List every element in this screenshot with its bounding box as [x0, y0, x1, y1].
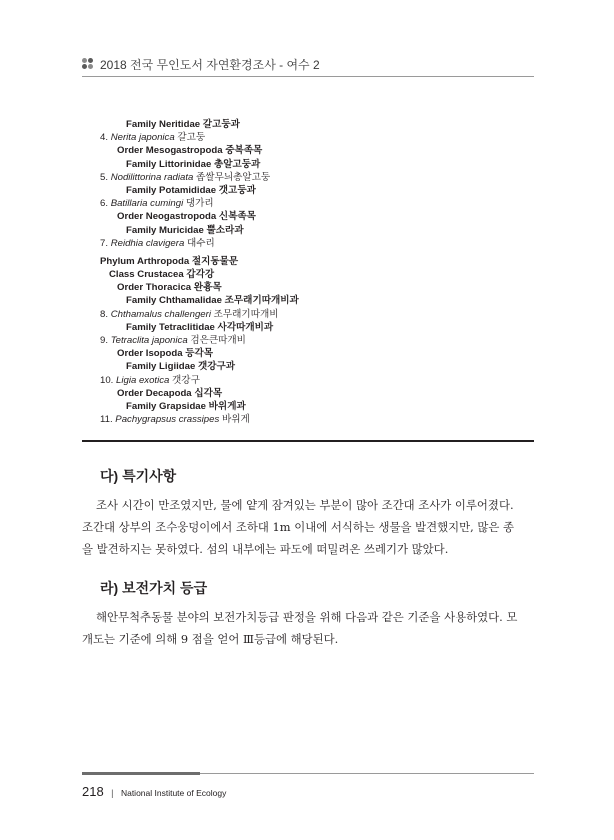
taxonomy-order-row — [100, 387, 540, 400]
species-number: 9. — [100, 335, 109, 346]
scientific-name: Ligia exotica — [116, 374, 170, 386]
korean-name: 검은큰따개비 — [190, 335, 246, 346]
scientific-name: Reidhia clavigera — [110, 237, 185, 249]
scientific-name: Nerita japonica — [110, 132, 175, 144]
korean-name: 좁쌀무늬총알고둥 — [196, 171, 271, 183]
korean-name: 사각따개비과 — [217, 321, 274, 333]
taxonomy-divider — [82, 440, 534, 442]
scientific-name: Chthamalus challengeri — [110, 308, 211, 320]
korean-name: 댕가리 — [185, 198, 214, 210]
korean-name: 갯강구과 — [197, 361, 236, 373]
korean-name: 중복족목 — [225, 145, 263, 157]
korean-name: 뿔소라과 — [206, 224, 244, 236]
scientific-name: Tetraclita japonica — [110, 335, 188, 346]
taxonomy-class-row — [100, 268, 540, 281]
taxonomy-order-row — [100, 281, 540, 294]
korean-name: 조무래기따개비과 — [224, 295, 299, 307]
species-number: 10. — [100, 374, 114, 386]
page-number: 218 — [82, 784, 104, 799]
taxon-name: Family Muricidae — [126, 224, 204, 236]
korean-name: 조무래기따개비 — [213, 308, 279, 320]
taxon-name: Family Potamididae — [126, 184, 217, 196]
running-header — [82, 55, 534, 75]
taxonomy-species-row — [100, 413, 540, 426]
taxon-name: Family Littorinidae — [126, 158, 212, 170]
taxonomy-order-row — [100, 347, 540, 360]
korean-name: 바위게 — [221, 414, 250, 426]
footer-accent-bar — [82, 772, 200, 775]
korean-name: 등각목 — [185, 348, 214, 360]
taxonomy-family-row — [100, 360, 540, 373]
footer-separator: | — [111, 788, 114, 798]
header-dots-icon — [82, 58, 94, 70]
taxonomy-family-row — [100, 158, 540, 171]
taxonomy-species-row — [100, 197, 540, 210]
taxonomy-order-row — [100, 210, 540, 223]
korean-name: 신복족목 — [218, 211, 256, 223]
korean-name: 갯강구 — [172, 374, 200, 386]
section-title-special-notes: 다) 특기사항 — [100, 468, 177, 484]
korean-name: 십각목 — [194, 387, 223, 399]
special-notes-paragraph — [82, 494, 534, 560]
taxonomy-list — [100, 118, 540, 426]
taxonomy-family-row — [100, 321, 540, 334]
species-number: 11. — [100, 414, 113, 426]
taxonomy-species-row — [100, 308, 540, 321]
paragraph-line: 해안무척추동물 분야의 보전가치등급 판정을 위해 다음과 같은 기준을 사용하였다. 모 — [96, 610, 518, 624]
footer-institution: National Institute of Ecology — [120, 788, 227, 798]
paragraph-line: 조사 시간이 만조였지만, 물에 얕게 잠겨있는 부분이 많아 조간대 조사가 이루어졌다. — [96, 498, 514, 512]
korean-name: 완흉목 — [193, 282, 222, 294]
species-number: 5. — [100, 171, 109, 183]
species-number: 7. — [100, 237, 109, 249]
footer-divider — [200, 773, 534, 774]
korean-name: 총알고둥과 — [213, 158, 261, 170]
taxonomy-species-row — [100, 171, 540, 184]
taxonomy-species-row — [100, 374, 540, 387]
korean-name: 절지동물문 — [191, 255, 239, 267]
taxon-name: Family Tetraclitidae — [126, 321, 215, 333]
conservation-grade-paragraph — [82, 606, 534, 650]
paragraph-line: 개도는 기준에 의해 9 점을 얻어 Ⅲ등급에 해당된다. — [82, 632, 339, 646]
taxonomy-family-row — [100, 294, 540, 307]
header-title: 2018 전국 무인도서 자연환경조사 - 여수 2 — [100, 58, 320, 72]
scientific-name: Nodilittorina radiata — [110, 171, 194, 183]
page-footer — [82, 783, 226, 801]
korean-name: 갈고둥 — [177, 132, 206, 144]
species-number: 8. — [100, 308, 109, 320]
taxon-name: Family Ligiidae — [126, 361, 196, 373]
taxonomy-family-row — [100, 118, 540, 131]
taxonomy-family-row — [100, 400, 540, 413]
taxon-name: Class Crustacea — [109, 269, 184, 281]
korean-name: 갯고둥과 — [218, 184, 256, 196]
taxon-name: Order Thoracica — [117, 282, 192, 294]
taxon-name: Family Grapsidae — [126, 400, 206, 412]
taxon-name: Family Neritidae — [126, 119, 201, 130]
taxon-name: Phylum Arthropoda — [100, 255, 190, 267]
taxonomy-family-row — [100, 184, 540, 197]
scientific-name: Batillaria cumingi — [110, 198, 184, 210]
scientific-name: Pachygrapsus crassipes — [115, 414, 220, 426]
korean-name: 갈고둥과 — [202, 119, 240, 130]
taxonomy-order-row — [100, 144, 540, 157]
taxon-name: Order Mesogastropoda — [117, 145, 223, 157]
section-title-conservation-grade: 라) 보전가치 등급 — [100, 580, 208, 596]
taxonomy-species-row — [100, 237, 540, 250]
taxonomy-family-row — [100, 224, 540, 237]
taxonomy-phylum-row — [100, 255, 540, 268]
taxon-name: Family Chthamalidae — [126, 295, 222, 307]
paragraph-line: 조간대 상부의 조수웅덩이에서 조하대 1m 이내에 서식하는 생물을 발견했지만, 많은 종 — [82, 520, 514, 534]
korean-name: 대수리 — [186, 237, 215, 249]
korean-name: 갑각강 — [186, 269, 215, 281]
taxonomy-species-row — [100, 334, 540, 347]
paragraph-line: 을 발견하지는 못하였다. 섬의 내부에는 파도에 떠밀려온 쓰레기가 많았다. — [82, 542, 449, 556]
taxon-name: Order Decapoda — [117, 387, 192, 399]
korean-name: 바위게과 — [208, 400, 246, 412]
taxon-name: Order Isopoda — [117, 348, 183, 360]
species-number: 6. — [100, 198, 109, 210]
taxon-name: Order Neogastropoda — [117, 211, 217, 223]
header-divider — [82, 76, 534, 77]
species-number: 4. — [100, 132, 109, 144]
taxonomy-species-row — [100, 131, 540, 144]
